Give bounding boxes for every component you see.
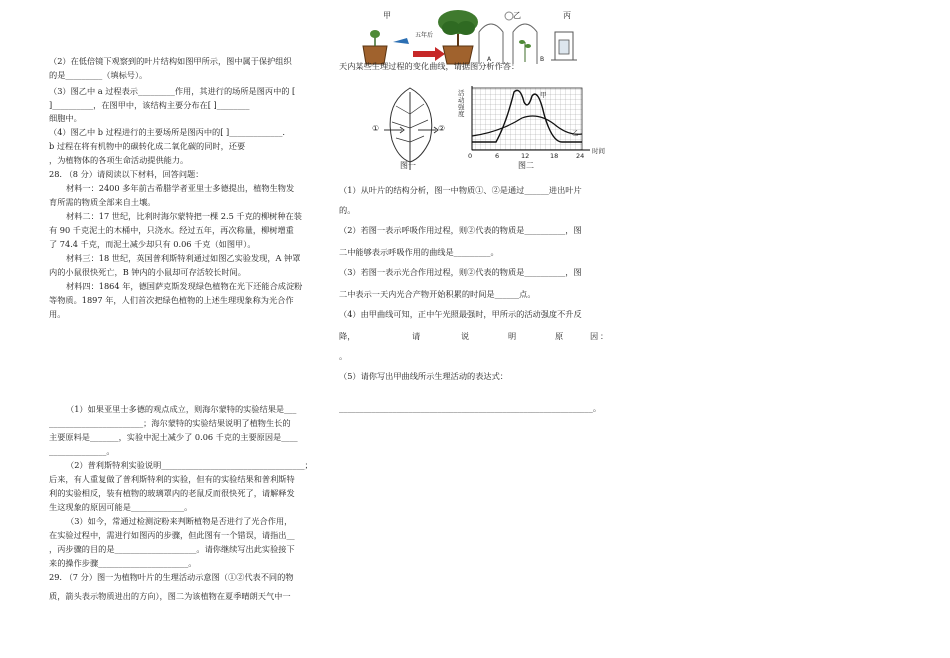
willow-experiment-drawing xyxy=(355,6,595,66)
text-line: 主要原料是_______，实验中泥土减少了 0.06 千克的主要原因是____ xyxy=(49,432,298,442)
text-line: 利的实验相反，装有植物的玻璃罩内的老鼠反而很快死了，请解释发 xyxy=(49,488,295,498)
text-line: （4）图乙中 b 过程进行的主要场所是图丙中的[ ]_____________. xyxy=(49,127,286,137)
text-line: ，丙步骤的目的是____________________。请你继续写出此实验接下 xyxy=(49,544,295,554)
text-line: （1）如果亚里士多德的观点成立，则海尔蒙特的实验结果是___ xyxy=(66,404,297,414)
text-line: （5）请你写出甲曲线所示生理活动的表达式： xyxy=(339,371,508,381)
x-axis-label: 时间 xyxy=(592,147,605,155)
question-28-heading: 28. （8 分）请阅读以下材料，回答问题： xyxy=(49,169,204,179)
figure-label-bing: 丙 xyxy=(563,11,571,20)
figure-label-jia: 甲 xyxy=(383,11,391,20)
substance-1-label: ① xyxy=(372,124,380,133)
jar-a-label: A xyxy=(487,56,492,63)
text-line: 二中能够表示呼吸作用的曲线是_________。 xyxy=(339,247,499,257)
text-fragment: 明 xyxy=(508,331,517,341)
x-tick-6: 6 xyxy=(495,152,500,160)
text-line: 等物质。1897 年，人们首次把绿色植物的上述生理现象称为光合作 xyxy=(49,295,294,305)
text-line: ______________。 xyxy=(49,446,115,456)
figure-2-caption: 图二 xyxy=(518,161,534,170)
text-line: （2）普利斯特利实验说明___________________________________； xyxy=(66,460,313,470)
text-line: （4）由甲曲线可知，正中午光照最强时，甲所示的活动强度不升反 xyxy=(339,309,582,319)
text-line: 质，箭头表示物质进出的方向），图二为该植物在夏季晴朗天气中一 xyxy=(49,591,291,601)
x-tick-12: 12 xyxy=(521,152,530,160)
text-fragment: 因 xyxy=(590,331,599,341)
text-line: _______________________；海尔蒙特的实验结果说明了植物生长的 xyxy=(49,418,291,428)
text-line: 生这现象的原因可能是_____________。 xyxy=(49,502,193,512)
text-line: ]__________，在图甲中，该结构主要分布在[ ]________ xyxy=(49,100,250,110)
text-line: 天内某些生理过程的变化曲线，请据图分析作答： xyxy=(339,61,520,71)
five-years-label: 五年后 xyxy=(415,32,434,39)
text-line: 了 74.4 千克，而泥土减少却只有 0.06 千克（如图甲）。 xyxy=(49,239,256,249)
text-line: 材料一：2400 多年前古希腊学者亚里士多德提出，植物生物发 xyxy=(66,183,295,193)
text-line: 材料四：1864 年，德国萨克斯发现绿色植物在光下还能合成淀粉 xyxy=(66,281,303,291)
text-line: 后来，有人重复做了普利斯特利的实验，但有的实验结果和普利斯特 xyxy=(49,474,295,484)
text-line: 二中表示一天内光合产物开始积累的时间是______点。 xyxy=(339,289,536,299)
x-tick-24: 24 xyxy=(576,152,585,160)
text-line: 用。 xyxy=(49,309,66,319)
text-fragment: 降， xyxy=(339,331,356,341)
figure-1-caption: 图一 xyxy=(400,161,416,170)
text-line: b 过程在将有机物中的碳转化成二氧化碳的同时，还要 xyxy=(49,141,246,151)
curve-yi-label: 乙 xyxy=(572,129,579,137)
text-line: ，为植物体的各项生命活动提供能力。 xyxy=(49,155,189,165)
text-line: （3）若图一表示光合作用过程，则②代表的物质是__________，图 xyxy=(339,267,582,277)
figure-2-curves xyxy=(460,84,610,170)
text-line: 有 90 千克泥土的木桶中，只浇水。经过五年，再次称量，柳树增重 xyxy=(49,225,294,235)
text-line: （3）图乙中 a 过程表示_________作用，其进行的场所是图丙中的 [ xyxy=(49,86,296,96)
text-line: 的是_________（填标号）。 xyxy=(49,70,148,80)
text-line: 材料二：17 世纪，比利时海尔蒙特把一棵 2.5 千克的柳树种在装 xyxy=(66,211,302,221)
text-line: 的。 xyxy=(339,205,356,215)
figure-label-yi: 乙 xyxy=(513,11,521,20)
text-line: （3）如今，常通过检测淀粉来判断植物是否进行了光合作用， xyxy=(66,516,293,526)
text-fragment: 请 xyxy=(412,331,421,341)
text-fragment: ： xyxy=(600,331,609,341)
answer-blank: ______________________________________________________________。 xyxy=(339,403,602,413)
text-line: 在实验过程中，需进行如图丙的步骤，但此图有一个错误，请指出__ xyxy=(49,530,295,540)
text-line: 材料三：18 世纪，英国普利斯特利通过如图乙实验发现，A 钟罩 xyxy=(66,253,301,263)
text-line: 来的操作步骤______________________。 xyxy=(49,558,197,568)
text-line: （2）若图一表示呼吸作用过程，则②代表的物质是__________，图 xyxy=(339,225,582,235)
question-29-heading: 29. （7 分）图一为植物叶片的生理活动示意图（①②代表不同的物 xyxy=(49,572,294,582)
text-fragment: 说 xyxy=(461,331,470,341)
jar-b-label: B xyxy=(540,56,545,63)
text-line: 细胞中。 xyxy=(49,113,82,123)
text-line: （1）从叶片的结构分析，图一中物质①、②是通过______进出叶片 xyxy=(339,185,582,195)
figure-1-leaf xyxy=(370,84,450,172)
y-axis-label: 活动强度 xyxy=(458,89,465,118)
figure-jia-yi-bing xyxy=(355,6,595,66)
text-line: （2）在低倍镜下观察到的叶片结构如图甲所示，图中属于保护组织 xyxy=(49,56,292,66)
activity-curve-chart xyxy=(460,84,610,170)
x-tick-0: 0 xyxy=(468,152,473,160)
text-line: 育所需的物质全部来自土壤。 xyxy=(49,197,156,207)
x-tick-18: 18 xyxy=(550,152,559,160)
text-fragment: 原 xyxy=(555,331,564,341)
substance-2-label: ② xyxy=(438,124,446,133)
text-line: 内的小鼠很快死亡，B 钟内的小鼠却可存活较长时间。 xyxy=(49,267,246,277)
curve-jia-label: 甲 xyxy=(540,91,547,99)
text-line: 。 xyxy=(339,351,348,361)
